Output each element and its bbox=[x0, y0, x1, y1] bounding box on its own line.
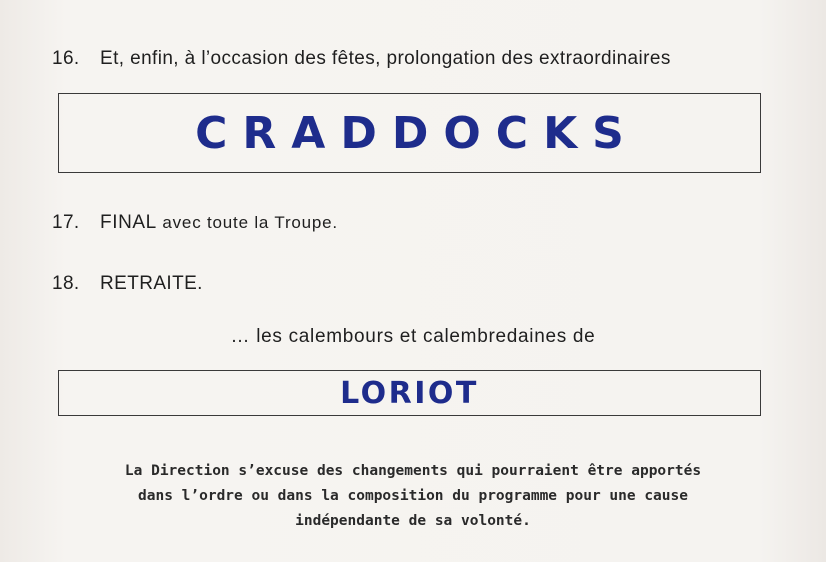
loriot-frame bbox=[58, 370, 761, 416]
notice-line: dans l’ordre ou dans la composition du programme pour une cause bbox=[138, 488, 688, 504]
item-text: avec toute la Troupe. bbox=[156, 213, 338, 232]
item-number: 18. bbox=[52, 273, 80, 294]
act-name-craddocks: CRADDOCKS bbox=[195, 107, 639, 159]
item-text: Et, enfin, à l’occasion des fêtes, prolongation des extraordinaires bbox=[100, 48, 671, 69]
programme-item-16 bbox=[52, 48, 671, 70]
item-text: RETRAITE. bbox=[100, 273, 203, 294]
programme-item-18 bbox=[52, 273, 203, 295]
programme-item-17 bbox=[52, 212, 338, 234]
item-number: 17. bbox=[52, 212, 80, 233]
notice-line: indépendante de sa volonté. bbox=[295, 513, 531, 529]
item-lead: FINAL bbox=[100, 212, 157, 233]
direction-notice bbox=[60, 459, 766, 534]
loriot-intro: … les calembours et calembredaines de bbox=[230, 326, 596, 347]
act-name-loriot: LORIOT bbox=[340, 375, 479, 411]
item-number: 16. bbox=[52, 48, 80, 69]
craddocks-frame bbox=[58, 93, 761, 173]
notice-line: La Direction s’excuse des changements qui pourraient être apportés bbox=[124, 463, 702, 479]
